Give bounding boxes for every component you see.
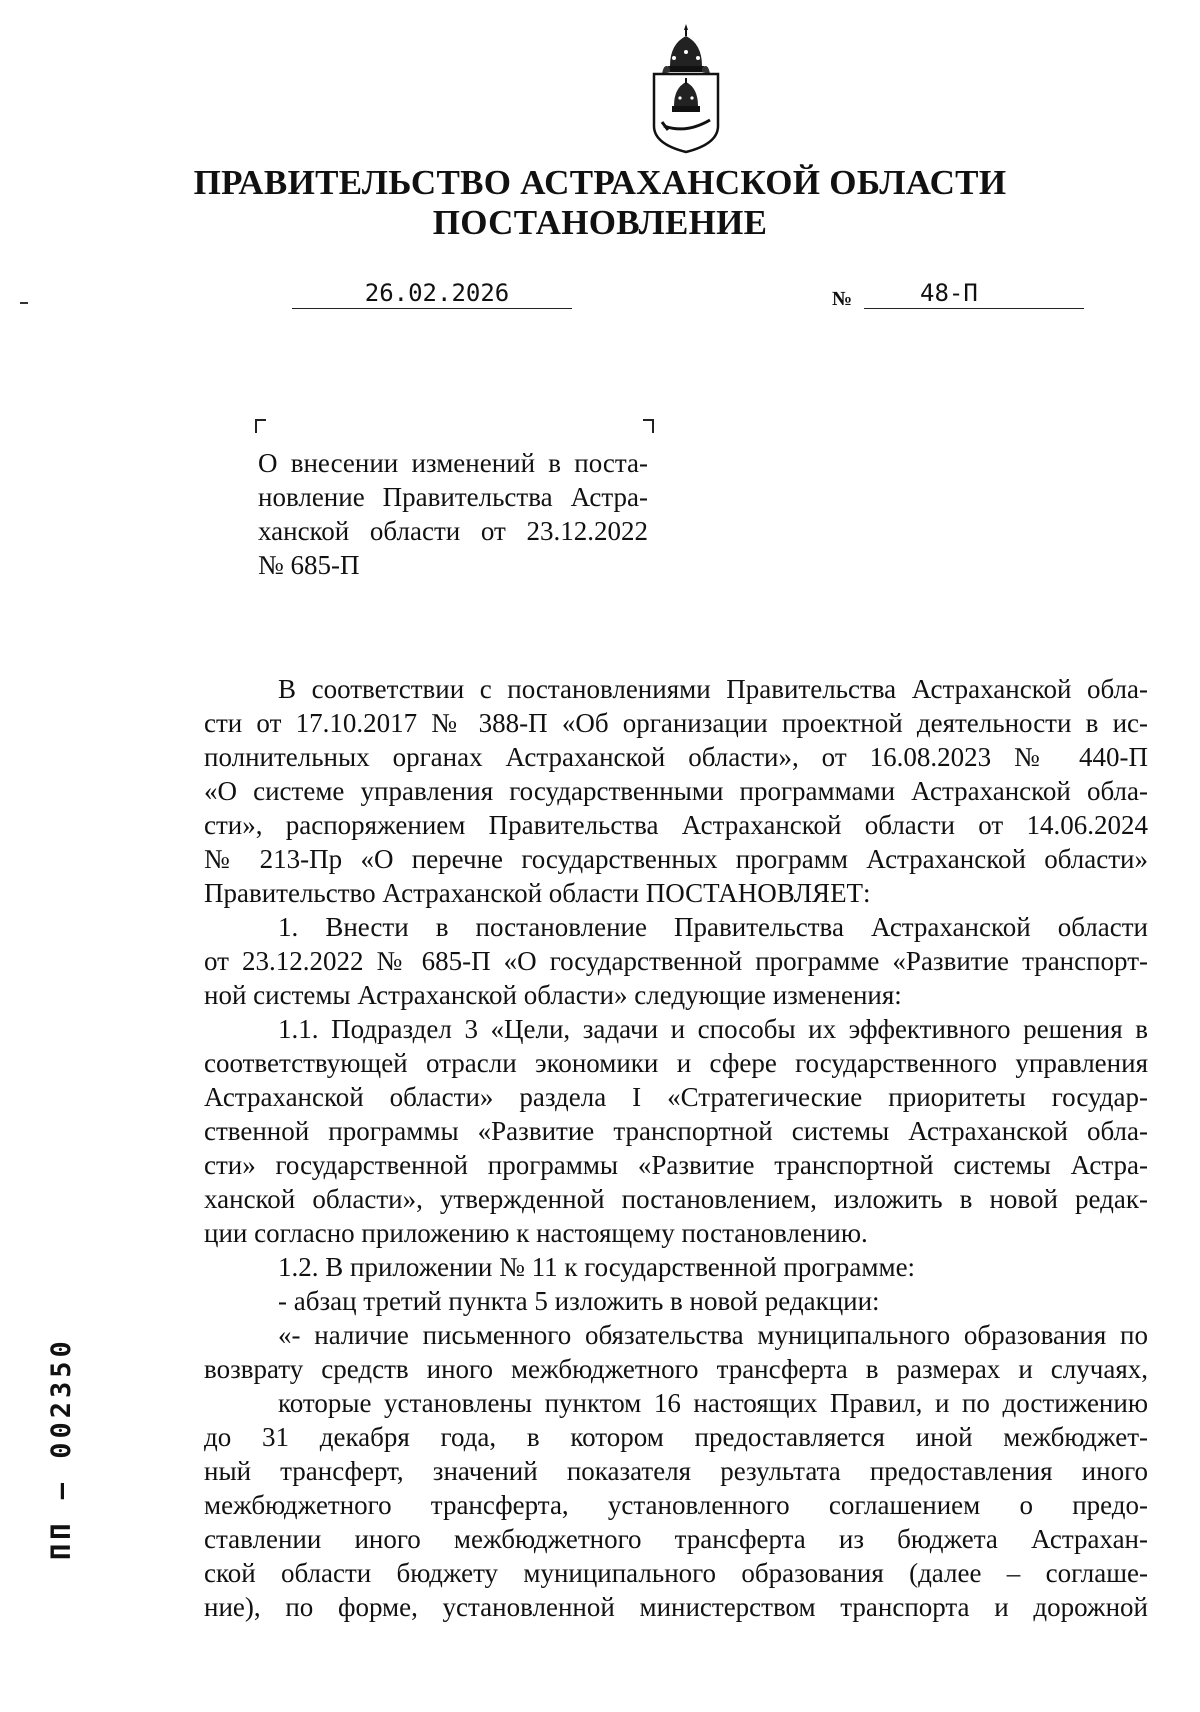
body-line: ной системы Астраханской области» следующие изменения: bbox=[204, 980, 902, 1010]
body-line: 1.1. Подраздел 3 «Цели, задачи и способы их эффективного решения в bbox=[278, 1014, 1148, 1044]
body-line: ханской области», утвержденной постановлением, изложить в новой редак- bbox=[204, 1184, 1148, 1214]
body-line: которые установлены пунктом 16 настоящих Правил, и по достижению bbox=[278, 1388, 1148, 1418]
body-line: соответствующей отрасли экономики и сфере государственного управления bbox=[204, 1048, 1148, 1078]
body-line: «О системе управления государственными программами Астраханской обла- bbox=[204, 776, 1148, 806]
body-line: 1. Внести в постановление Правительства Астраханской области bbox=[278, 912, 1148, 942]
number-sign: № bbox=[832, 288, 853, 310]
document-subject bbox=[258, 446, 648, 582]
document-number: 48-П bbox=[864, 278, 1084, 309]
body-line: ние), по форме, установленной министерством транспорта и дорожной bbox=[204, 1592, 1148, 1622]
body-line: ный трансферт, значений показателя результата предоставления иного bbox=[204, 1456, 1148, 1486]
subject-line: № 685-П bbox=[258, 550, 360, 580]
coat-of-arms-emblem bbox=[644, 22, 728, 154]
body-line: ственной программы «Развитие транспортной системы Астраханской обла- bbox=[204, 1116, 1148, 1146]
subject-bracket-left bbox=[255, 419, 266, 433]
body-line: полнительных органах Астраханской области», от 16.08.2023 № 440-П bbox=[204, 742, 1148, 772]
subject-line: ханской области от 23.12.2022 bbox=[258, 516, 648, 546]
body-line: до 31 декабря года, в котором предоставляется иной межбюджет- bbox=[204, 1422, 1148, 1452]
body-line: Правительство Астраханской области ПОСТАНОВЛЯЕТ: bbox=[204, 878, 871, 908]
body-line: ставлении иного межбюджетного трансферта из бюджета Астрахан- bbox=[204, 1524, 1148, 1554]
body-line: 1.2. В приложении № 11 к государственной программе: bbox=[278, 1252, 916, 1282]
org-title: ПРАВИТЕЛЬСТВО АСТРАХАНСКОЙ ОБЛАСТИ bbox=[193, 163, 1007, 202]
side-registration-code: ПП – 002350 bbox=[46, 1337, 77, 1560]
subject-bracket-right bbox=[643, 419, 654, 433]
body-line: «- наличие письменного обязательства муниципального образования по bbox=[278, 1320, 1148, 1350]
body-line: В соответствии с постановлениями Правительства Астраханской обла- bbox=[278, 674, 1148, 704]
document-date: 26.02.2026 bbox=[292, 278, 572, 309]
body-line: ции согласно приложению к настоящему постановлению. bbox=[204, 1218, 868, 1248]
body-line: возврату средств иного межбюджетного трансферта в размерах и случаях, bbox=[204, 1354, 1148, 1384]
subject-line: О внесении изменений в поста- bbox=[258, 448, 648, 478]
body-line: Астраханской области» раздела I «Стратегические приоритеты государ- bbox=[204, 1082, 1148, 1112]
document-body bbox=[204, 672, 1148, 1624]
subject-line: новление Правительства Астра- bbox=[258, 482, 648, 512]
body-line: сти» государственной программы «Развитие транспортной системы Астра- bbox=[204, 1150, 1148, 1180]
body-line: межбюджетного трансферта, установленного соглашением о предо- bbox=[204, 1490, 1148, 1520]
body-line: сти от 17.10.2017 № 388-П «Об организации проектной деятельности в ис- bbox=[204, 708, 1148, 738]
body-line: № 213-Пр «О перечне государственных программ Астраханской области» bbox=[204, 844, 1148, 874]
body-line: от 23.12.2022 № 685-П «О государственной программе «Развитие транспорт- bbox=[204, 946, 1148, 976]
margin-mark bbox=[20, 302, 28, 304]
document-type-title: ПОСТАНОВЛЕНИЕ bbox=[432, 203, 768, 242]
body-line: - абзац третий пункта 5 изложить в новой редакции: bbox=[278, 1286, 880, 1316]
body-line: сти», распоряжением Правительства Астраханской области от 14.06.2024 bbox=[204, 810, 1148, 840]
body-line: ской области бюджету муниципального образования (далее – соглаше- bbox=[204, 1558, 1148, 1588]
